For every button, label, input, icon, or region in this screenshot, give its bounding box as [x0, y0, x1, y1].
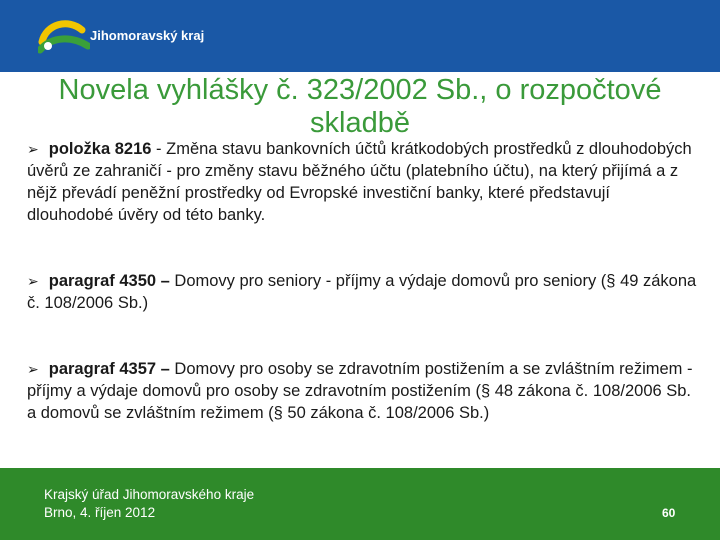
footer-date: Brno, 4. říjen 2012	[44, 505, 156, 520]
list-item	[27, 138, 699, 226]
item-text: Domovy pro seniory - příjmy a výdaje domovů pro seniory (§ 49 zákona č. 108/2006 Sb.)	[27, 272, 697, 312]
item-label: paragraf 4357 –	[48, 360, 170, 378]
arrow-bullet-icon: ➢	[27, 141, 39, 157]
item-text: - Změna stavu bankovních účtů krátkodobých prostředků z dlouhodobých úvěrů ze zahraničí - pro změny stavu běžného účtu (platebního účtu), na který přijímá a z nějž převádí peněžní prostředky od Evropské investiční banky, které představují dlouhodobé úvěry od této banky.	[27, 140, 692, 224]
footer-organization: Krajský úřad Jihomoravského kraje	[44, 487, 255, 502]
brand-name: Jihomoravský kraj	[90, 28, 205, 43]
arrow-bullet-icon: ➢	[27, 273, 39, 289]
jihomoravsky-kraj-logo-icon	[38, 16, 90, 54]
header-bar	[0, 0, 720, 72]
footer-info	[44, 486, 254, 522]
list-item	[27, 270, 699, 314]
slide-content	[27, 138, 699, 446]
list-item	[27, 358, 699, 424]
arrow-bullet-icon: ➢	[27, 361, 39, 377]
item-label: paragraf 4350 –	[48, 272, 170, 290]
title-line-1: Novela vyhlášky č. 323/2002 Sb., o rozpočtové	[58, 74, 662, 106]
item-text: Domovy pro osoby se zdravotním postižením a se zvláštním režimem - příjmy a výdaje domovů pro osoby se zdravotním postižením (§ 48 zákona č. 108/2006 Sb. a domovů se zvláštním režimem (§ 50 zákona č. 108/2006 Sb.)	[27, 360, 693, 422]
slide-title	[0, 74, 720, 140]
item-label: položka 8216	[48, 140, 152, 158]
title-line-2: skladbě	[310, 107, 410, 139]
footer-bar	[0, 468, 720, 540]
page-number: 60	[662, 506, 676, 520]
